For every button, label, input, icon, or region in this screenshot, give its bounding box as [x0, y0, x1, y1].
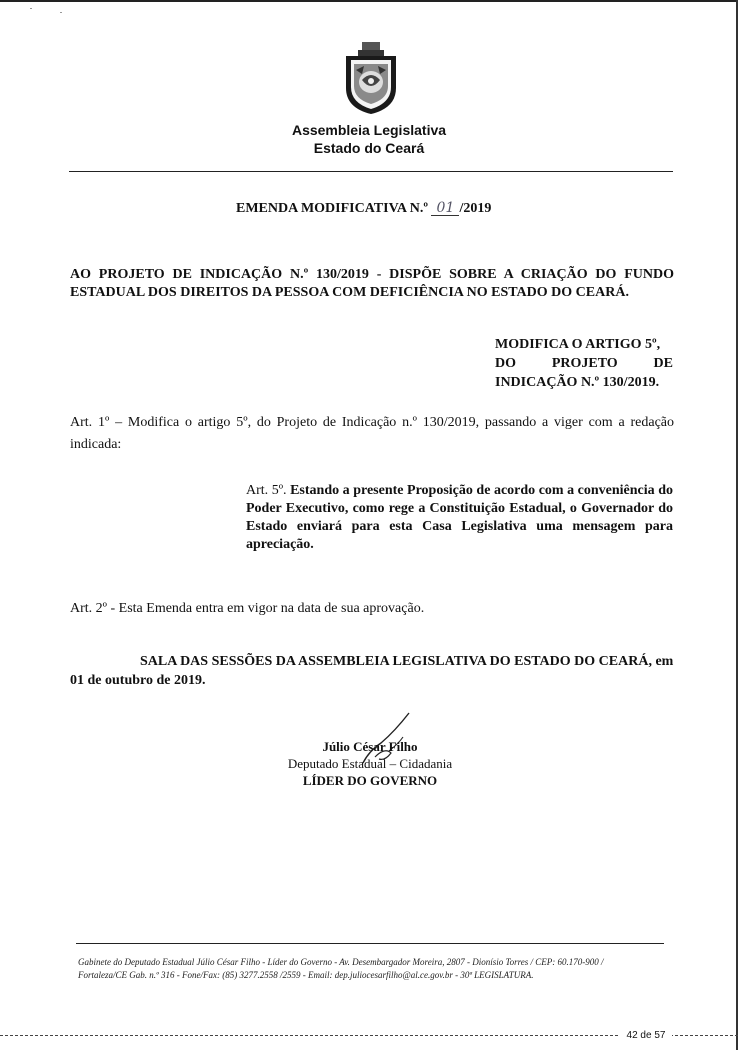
amendment-number: 01	[431, 202, 459, 216]
article-1: Art. 1º – Modifica o artigo 5º, do Projeto de Indicação n.º 130/2019, passando a viger com a redação indicada:	[70, 415, 674, 452]
page-number: 42 de 57	[620, 1029, 672, 1043]
state-name: Estado do Ceará	[313, 140, 425, 156]
quoted-article-text: Estando a presente Proposição de acordo com a conveniência do Poder Executivo, como rege a Constituição Estadual, o Governador do Estado enviará para esta Casa Legislativa uma mensagem para apreciação.	[246, 483, 673, 552]
amendment-title	[236, 201, 491, 217]
modifies-line-3: INDICAÇÃO N.º 130/2019.	[495, 375, 660, 390]
footer-divider	[76, 943, 664, 944]
closing-statement: SALA DAS SESSÕES DA ASSEMBLEIA LEGISLATIVA DO ESTADO DO CEARÁ, em 01 de outubro de 2019.	[70, 654, 674, 688]
modifies-block	[495, 335, 673, 392]
scan-speck	[60, 12, 62, 13]
signer-role: Deputado Estadual – Cidadania	[287, 756, 453, 771]
footer-line-2: Fortaleza/CE Gab. n.º 316 - Fone/Fax: (85) 3277.2558 /2559 - Email: dep.juliocesarfilho@al.ce.gov.br - 30ª LEGISLATURA.	[78, 970, 534, 980]
footer-line-1: Gabinete do Deputado Estadual Júlio César Filho - Líder do Governo - Av. Desembargador Moreira, 2807 - Dionísio Torres / CEP: 60.170-900 /	[78, 957, 604, 967]
header-divider	[69, 171, 673, 172]
article-2: Art. 2º - Esta Emenda entra em vigor na data de sua aprovação.	[70, 601, 425, 616]
modifies-word: DE	[653, 356, 673, 371]
scan-speck	[30, 8, 32, 9]
modifies-word: PROJETO	[551, 356, 618, 371]
ceara-coat-of-arms-icon	[340, 40, 402, 116]
scan-border-top	[0, 0, 738, 2]
signer-name: Júlio César Filho	[322, 739, 418, 754]
modifies-word: DO	[495, 356, 516, 371]
modifies-line-2	[495, 354, 673, 373]
modifies-line-1: MODIFICA O ARTIGO 5º,	[495, 337, 661, 352]
quoted-article	[246, 482, 673, 554]
signer-title: LÍDER DO GOVERNO	[302, 773, 438, 788]
project-title: AO PROJETO DE INDICAÇÃO N.º 130/2019 - DISPÕE SOBRE A CRIAÇÃO DO FUNDO ESTADUAL DOS DIREITOS DA PESSOA COM DEFICIÊNCIA NO ESTADO DO CEARÁ.	[70, 267, 674, 300]
amendment-year: /2019	[459, 201, 492, 216]
quoted-article-label: Art. 5º.	[246, 483, 287, 498]
institution-name: Assembleia Legislativa	[291, 122, 447, 138]
footer-address	[78, 956, 674, 982]
amendment-prefix: EMENDA MODIFICATIVA N.º	[236, 201, 428, 216]
